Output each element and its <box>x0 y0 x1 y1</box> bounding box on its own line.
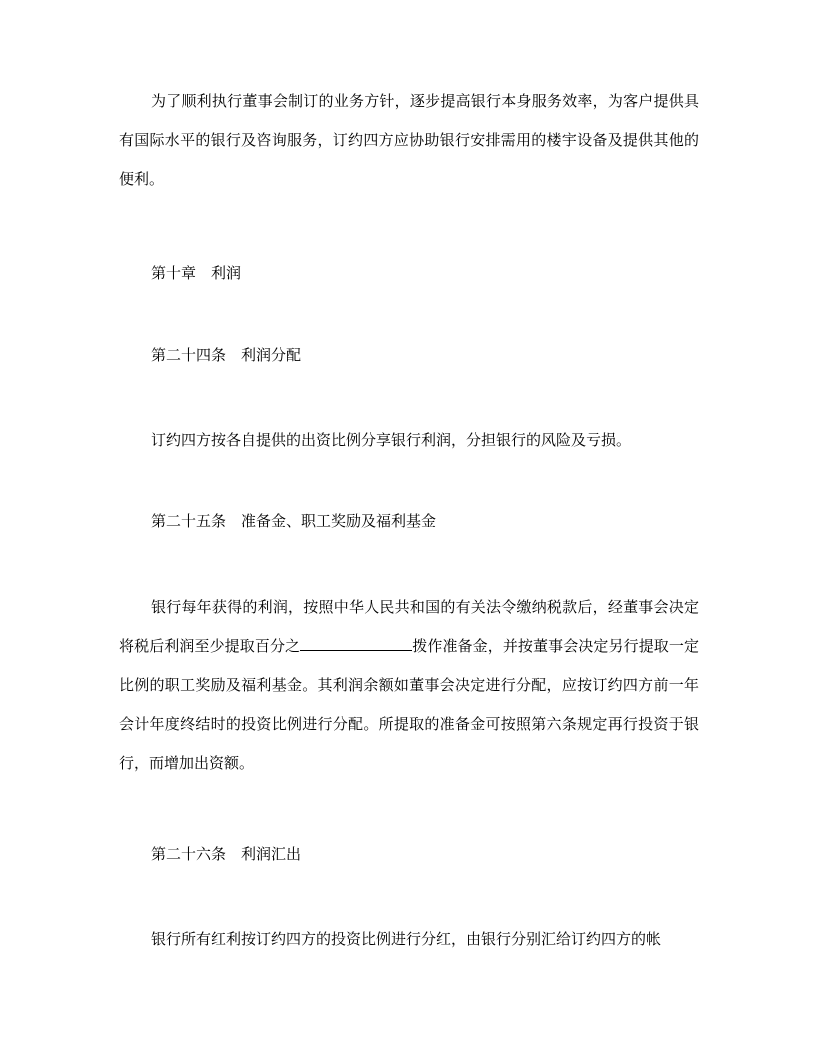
paragraph-profit-distribution: 订约四方按各自提供的出资比例分享银行利润，分担银行的风险及亏损。 <box>151 431 632 449</box>
article-number: 第二十六条 <box>151 845 227 863</box>
article-number: 第二十四条 <box>151 346 227 364</box>
article-number: 第二十五条 <box>151 512 227 530</box>
paragraph-facilities: 为了顺利执行董事会制订的业务方针，逐步提高银行本身服务效率，为客户提供具有国际水平的银行及咨询服务，订约四方应协助银行安排需用的楼宇设备及提供其他的便利。 <box>119 92 699 188</box>
paragraph-reserve-fund <box>119 588 699 783</box>
paragraph-text-part1: 银行每年获得的利润，按照中华人民共和国的有关法令缴纳税款后，经董事会决定将税后利润至少提取百分之 <box>119 598 699 655</box>
paragraph-text-part2: 拨作准备金，并按董事会决定另行提取一定比例的职工奖励及福利基金。其利润余额如董事会决定进行分配，应按订约四方前一年会计年度终结时的投资比例进行分配。所提取的准备金可按照第六条规定再行投资于银行，而增加出资额。 <box>119 637 699 772</box>
article-title: 准备金、职工奖励及福利基金 <box>241 512 437 530</box>
article-title: 利润汇出 <box>241 845 302 863</box>
chapter-heading <box>151 262 241 284</box>
chapter-title: 利润 <box>211 264 242 282</box>
article-title: 利润分配 <box>241 346 302 364</box>
chapter-number: 第十章 <box>151 264 197 282</box>
article-26-heading <box>151 843 301 865</box>
article-24-heading <box>151 344 301 366</box>
paragraph-profit-remittance: 银行所有红利按订约四方的投资比例进行分红，由银行分别汇给订约四方的帐 <box>151 930 662 948</box>
fill-in-blank[interactable] <box>300 635 412 651</box>
article-25-heading <box>151 510 436 532</box>
